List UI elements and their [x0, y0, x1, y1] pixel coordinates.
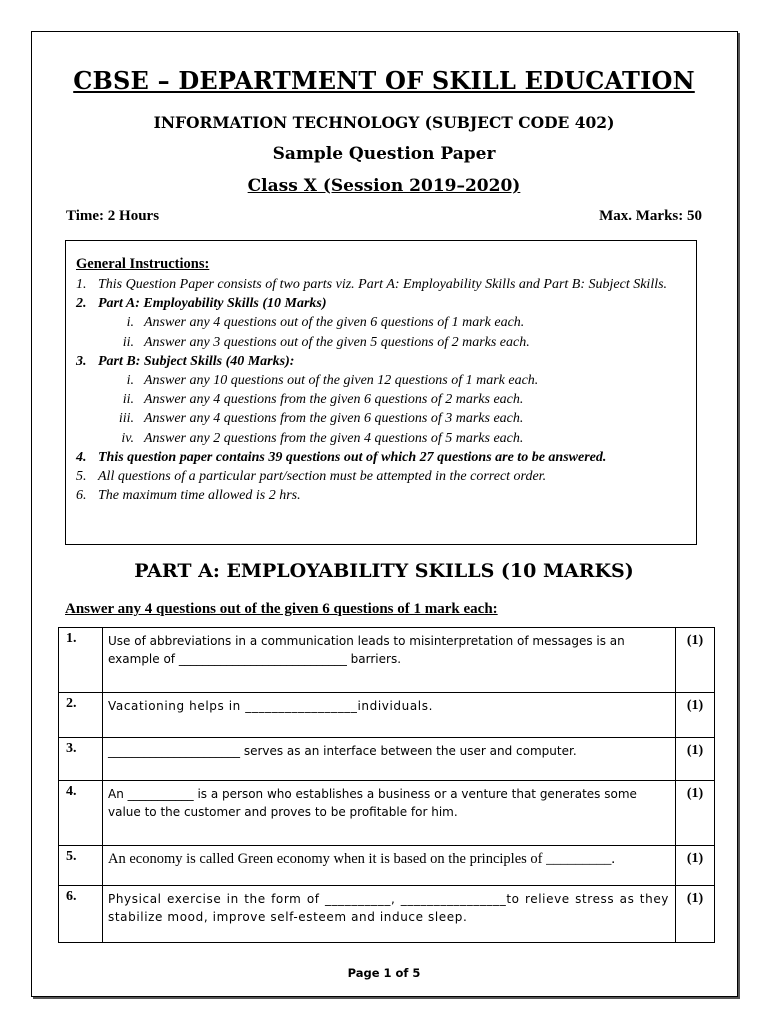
sub-instruction-number: i.	[126, 373, 134, 389]
instruction-text: This Question Paper consists of two parts viz. Part A: Employability Skills and Part B: Subject Skills.	[98, 277, 668, 292]
question-marks: (1)	[676, 846, 715, 886]
sub-instruction	[76, 371, 691, 390]
question-number: 2.	[59, 693, 103, 738]
question-marks: (1)	[676, 628, 715, 693]
instruction-item	[76, 275, 691, 294]
section-instruction: Answer any 4 questions out of the given 6 questions of 1 mark each:	[65, 601, 498, 617]
page-number: Page 1 of 5	[347, 966, 421, 980]
sub-instruction-number: iii.	[118, 411, 134, 427]
question-row	[59, 628, 715, 693]
instruction-number: 4.	[76, 449, 87, 465]
instruction-number: 6.	[76, 488, 87, 504]
paper-type: Sample Question Paper	[272, 144, 496, 164]
question-text: Vacationing helps in _________________individuals.	[103, 693, 676, 738]
page-title: CBSE – DEPARTMENT OF SKILL EDUCATION	[73, 66, 695, 95]
instruction-text: Part A: Employability Skills (10 Marks)	[98, 296, 327, 312]
instruction-item	[76, 448, 691, 467]
time-allowed: Time: 2 Hours	[66, 208, 160, 224]
question-row	[59, 886, 715, 943]
instruction-item	[76, 294, 691, 313]
question-text: Use of abbreviations in a communication leads to misinterpretation of messages is an example of ____________________________ barriers.	[103, 628, 676, 693]
sub-instruction	[76, 313, 691, 332]
question-number: 4.	[59, 781, 103, 846]
sub-instruction-number: ii.	[122, 334, 134, 350]
instruction-item	[76, 486, 691, 505]
sub-instruction	[76, 333, 691, 352]
question-number: 1.	[59, 628, 103, 693]
sub-instruction-text: Answer any 2 questions from the given 4 questions of 5 marks each.	[144, 430, 524, 446]
sub-instruction-number: i.	[126, 315, 134, 331]
class-session: Class X (Session 2019–2020)	[247, 176, 521, 196]
instruction-number: 3.	[76, 353, 87, 369]
sub-instruction	[76, 390, 691, 409]
sub-instruction-number: iv.	[121, 430, 134, 446]
general-instructions-box	[65, 240, 697, 545]
instruction-text: Part B: Subject Skills (40 Marks):	[98, 353, 295, 369]
sub-instruction-text: Answer any 10 questions out of the given 12 questions of 1 mark each.	[144, 373, 539, 389]
question-number: 6.	[59, 886, 103, 943]
instruction-item	[76, 467, 691, 486]
sub-instruction-number: ii.	[122, 392, 134, 408]
instruction-text: The maximum time allowed is 2 hrs.	[98, 488, 301, 504]
question-row	[59, 693, 715, 738]
question-text: Physical exercise in the form of __________, ________________to relieve stress as they stabilize mood, improve self-esteem and induce sleep.	[103, 886, 676, 943]
sub-instruction-text: Answer any 4 questions from the given 6 questions of 2 marks each.	[144, 392, 524, 408]
question-row	[59, 781, 715, 846]
question-text: ______________________ serves as an interface between the user and computer.	[103, 738, 676, 781]
instructions-heading: General Instructions:	[76, 256, 210, 272]
subject-title: INFORMATION TECHNOLOGY (SUBJECT CODE 402)	[153, 113, 615, 132]
question-marks: (1)	[676, 781, 715, 846]
instructions-list	[76, 275, 691, 505]
instruction-number: 2.	[76, 296, 87, 312]
instruction-item	[76, 352, 691, 371]
questions-table	[58, 627, 715, 943]
question-text: An ___________ is a person who establishes a business or a venture that generates some value to the customer and proves to be profitable for him.	[103, 781, 676, 846]
part-a-heading: PART A: EMPLOYABILITY SKILLS (10 MARKS)	[134, 560, 634, 582]
sub-instruction-text: Answer any 4 questions out of the given 6 questions of 1 mark each.	[144, 315, 525, 331]
question-number: 5.	[59, 846, 103, 886]
sub-instruction-text: Answer any 4 questions from the given 6 questions of 3 marks each.	[144, 411, 524, 427]
instruction-number: 1.	[76, 277, 87, 292]
question-text: An economy is called Green economy when it is based on the principles of _________.	[103, 846, 676, 886]
question-marks: (1)	[676, 738, 715, 781]
question-row	[59, 846, 715, 886]
instruction-number: 5.	[76, 469, 87, 485]
instruction-text: All questions of a particular part/section must be attempted in the correct order.	[98, 469, 547, 485]
sub-instruction	[76, 429, 691, 448]
sub-instruction-text: Answer any 3 questions out of the given 5 questions of 2 marks each.	[144, 334, 530, 350]
instruction-text: This question paper contains 39 questions out of which 27 questions are to be answered.	[98, 449, 607, 465]
question-row	[59, 738, 715, 781]
max-marks: Max. Marks: 50	[599, 208, 702, 224]
question-marks: (1)	[676, 886, 715, 943]
question-number: 3.	[59, 738, 103, 781]
question-marks: (1)	[676, 693, 715, 738]
sub-instruction	[76, 409, 691, 428]
